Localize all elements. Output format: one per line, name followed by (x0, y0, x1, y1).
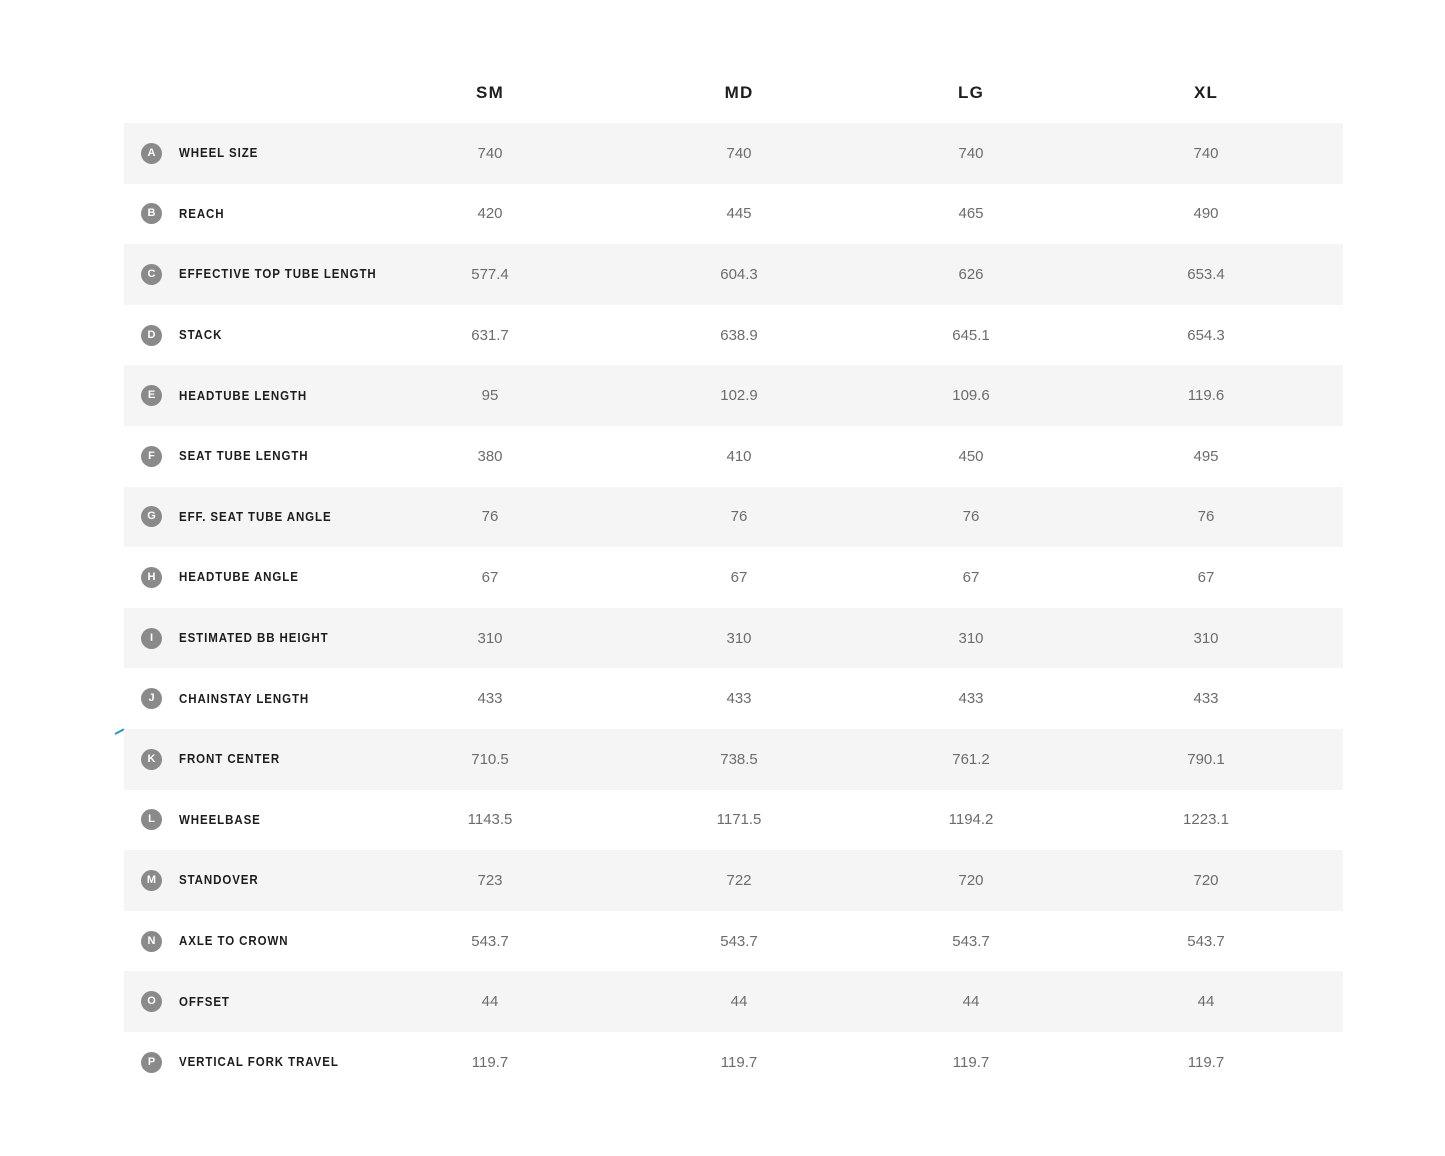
measurement-label: AXLE TO CROWN (179, 934, 289, 949)
measurement-label: HEADTUBE ANGLE (179, 570, 299, 585)
value-cell-lg: 720 (958, 871, 984, 889)
value-cell-md: 102.9 (720, 387, 758, 405)
value-cell-xl: 433 (1193, 690, 1219, 708)
value-cell-xl: 653.4 (1187, 265, 1225, 283)
value-cell-sm: 631.7 (471, 326, 509, 344)
measurement-letter-badge: P (141, 1052, 162, 1073)
size-header-sm: SM (476, 83, 504, 102)
measurement-letter-badge: D (141, 325, 162, 346)
table-row (124, 971, 1343, 1032)
measurement-letter-badge: G (141, 506, 162, 527)
table-row (124, 184, 1343, 245)
value-cell-sm: 119.7 (471, 1053, 509, 1071)
value-cell-xl: 740 (1193, 144, 1219, 162)
table-row (124, 244, 1343, 305)
value-cell-md: 740 (726, 144, 752, 162)
table-row (124, 729, 1343, 790)
table-row (124, 123, 1343, 184)
table-row (124, 790, 1343, 851)
measurement-label: STACK (179, 328, 223, 343)
value-cell-sm: 420 (477, 205, 503, 223)
value-cell-md: 67 (730, 568, 748, 586)
value-cell-md: 445 (726, 205, 752, 223)
measurement-letter-badge: K (141, 749, 162, 770)
value-cell-xl: 495 (1193, 447, 1219, 465)
measurement-letter-badge: J (141, 688, 162, 709)
value-cell-xl: 543.7 (1187, 932, 1225, 950)
value-cell-sm: 67 (481, 568, 499, 586)
measurement-letter-badge: M (141, 870, 162, 891)
value-cell-xl: 67 (1197, 568, 1215, 586)
value-cell-sm: 44 (481, 993, 499, 1011)
value-cell-lg: 109.6 (952, 387, 990, 405)
measurement-letter-badge: I (141, 628, 162, 649)
value-cell-md: 543.7 (720, 932, 758, 950)
value-cell-lg: 543.7 (952, 932, 990, 950)
accent-mark (115, 728, 125, 734)
table-row (124, 426, 1343, 487)
value-cell-lg: 76 (962, 508, 980, 526)
value-cell-md: 1171.5 (716, 811, 762, 829)
value-cell-xl: 1223.1 (1183, 811, 1229, 829)
measurement-letter-badge: F (141, 446, 162, 467)
geometry-table (124, 63, 1343, 1093)
size-header-row (124, 63, 1343, 123)
value-cell-sm: 710.5 (471, 750, 509, 768)
value-cell-sm: 723 (477, 871, 503, 889)
value-cell-lg: 433 (958, 690, 984, 708)
measurement-label: HEADTUBE LENGTH (179, 388, 308, 403)
value-cell-lg: 761.2 (952, 750, 990, 768)
value-cell-lg: 310 (958, 629, 984, 647)
measurement-label: STANDOVER (179, 873, 259, 888)
measurement-label: FRONT CENTER (179, 752, 281, 767)
table-row (124, 547, 1343, 608)
value-cell-md: 310 (726, 629, 752, 647)
measurement-label: OFFSET (179, 994, 230, 1009)
value-cell-md: 76 (730, 508, 748, 526)
value-cell-xl: 490 (1193, 205, 1219, 223)
value-cell-sm: 433 (477, 690, 503, 708)
measurement-letter-badge: C (141, 264, 162, 285)
value-cell-lg: 67 (962, 568, 980, 586)
table-row (124, 668, 1343, 729)
value-cell-md: 738.5 (720, 750, 758, 768)
measurement-letter-badge: O (141, 991, 162, 1012)
measurement-letter-badge: E (141, 385, 162, 406)
table-row (124, 608, 1343, 669)
value-cell-md: 722 (726, 871, 752, 889)
measurement-label: ESTIMATED BB HEIGHT (179, 631, 329, 646)
measurement-label: EFFECTIVE TOP TUBE LENGTH (179, 267, 377, 282)
value-cell-md: 433 (726, 690, 752, 708)
value-cell-xl: 654.3 (1187, 326, 1225, 344)
size-header-lg: LG (957, 83, 985, 102)
value-cell-xl: 720 (1193, 871, 1219, 889)
table-row (124, 850, 1343, 911)
value-cell-sm: 76 (481, 508, 499, 526)
measurement-label: WHEEL SIZE (179, 146, 259, 161)
value-cell-lg: 1194.2 (948, 811, 994, 829)
value-cell-lg: 465 (958, 205, 984, 223)
measurement-label: CHAINSTAY LENGTH (179, 691, 310, 706)
measurement-letter-badge: H (141, 567, 162, 588)
measurement-label: EFF. SEAT TUBE ANGLE (179, 509, 332, 524)
value-cell-lg: 450 (958, 447, 984, 465)
value-cell-sm: 543.7 (471, 932, 509, 950)
value-cell-xl: 119.7 (1187, 1053, 1225, 1071)
table-row (124, 487, 1343, 548)
measurement-letter-badge: B (141, 203, 162, 224)
value-cell-lg: 740 (958, 144, 984, 162)
table-row (124, 1032, 1343, 1093)
value-cell-lg: 119.7 (952, 1053, 990, 1071)
value-cell-xl: 790.1 (1187, 750, 1225, 768)
measurement-label: VERTICAL FORK TRAVEL (179, 1055, 339, 1070)
value-cell-sm: 95 (481, 387, 499, 405)
value-cell-lg: 626 (958, 265, 984, 283)
measurement-letter-badge: N (141, 931, 162, 952)
table-row (124, 305, 1343, 366)
measurement-letter-badge: A (141, 143, 162, 164)
value-cell-md: 638.9 (720, 326, 758, 344)
value-cell-lg: 645.1 (952, 326, 990, 344)
value-cell-sm: 740 (477, 144, 503, 162)
measurement-letter-badge: L (141, 809, 162, 830)
value-cell-xl: 119.6 (1187, 387, 1225, 405)
measurement-label: WHEELBASE (179, 812, 261, 827)
value-cell-md: 410 (726, 447, 752, 465)
value-cell-sm: 310 (477, 629, 503, 647)
value-cell-xl: 310 (1193, 629, 1219, 647)
value-cell-md: 119.7 (720, 1053, 758, 1071)
value-cell-sm: 380 (477, 447, 503, 465)
value-cell-md: 604.3 (720, 265, 758, 283)
measurement-label: SEAT TUBE LENGTH (179, 449, 309, 464)
value-cell-lg: 44 (962, 993, 980, 1011)
geometry-rows (124, 123, 1343, 1093)
size-header-md: MD (724, 83, 754, 102)
value-cell-sm: 577.4 (471, 265, 509, 283)
value-cell-sm: 1143.5 (467, 811, 513, 829)
table-row (124, 365, 1343, 426)
table-row (124, 911, 1343, 972)
size-header-xl: XL (1193, 83, 1219, 102)
value-cell-xl: 44 (1197, 993, 1215, 1011)
measurement-label: REACH (179, 206, 225, 221)
value-cell-md: 44 (730, 993, 748, 1011)
value-cell-xl: 76 (1197, 508, 1215, 526)
